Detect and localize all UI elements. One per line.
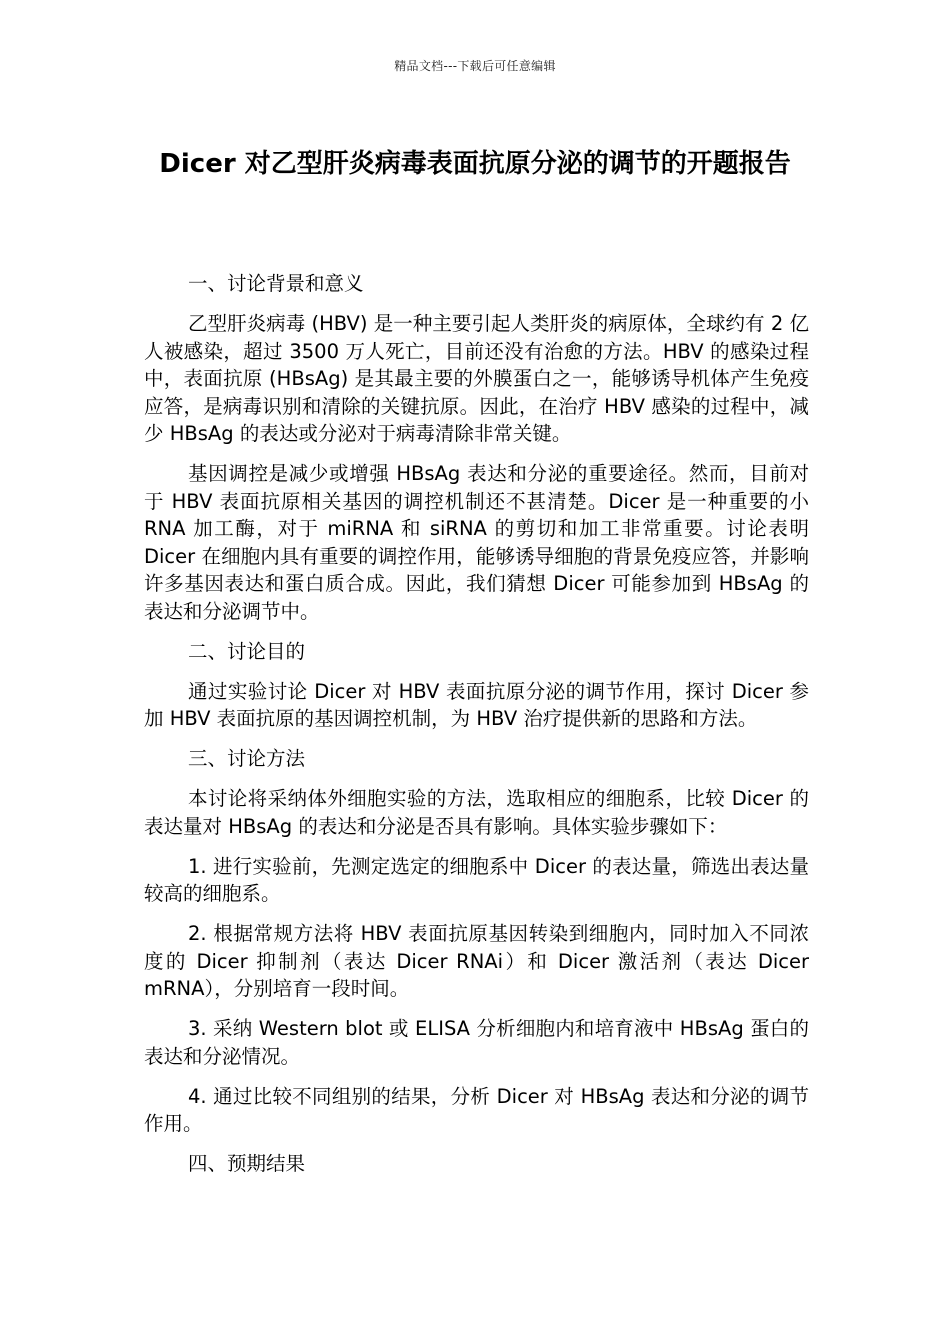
section-heading-purpose: 二、讨论目的 <box>188 639 306 663</box>
paragraph-gene-regulation: 基因调控是减少或增强 HBsAg 表达和分泌的重要途径。然而，目前对于 HBV 表面抗原相关基因的调控机制还不甚清楚。Dicer 是一种重要的小 RNA 加工酶，对于 miRNA 和 siRNA 的剪切和加工非常重要。讨论表明 Dicer 在细胞内具有重要的调控作用，能够诱导细胞的背景免疫应答，并影响许多基因表达和蛋白质合成。因此，我们猜想 Dicer 可能参加到 HBsAg 的表达和分泌调节中。 <box>144 462 809 623</box>
paragraph-hbv-intro: 乙型肝炎病毒 (HBV) 是一种主要引起人类肝炎的病原体，全球约有 2 亿人被感染，超过 3500 万人死亡，目前还没有治愈的方法。HBV 的感染过程中，表面抗原 (HBsAg) 是其最主要的外膜蛋白之一，能够诱导机体产生免疫应答，是病毒识别和清除的关键抗原。因此，在治疗 HBV 感染的过程中，减少 HBsAg 的表达或分泌对于病毒清除非常关键。 <box>144 312 809 445</box>
paragraph-purpose: 通过实验讨论 Dicer 对 HBV 表面抗原分泌的调节作用，探讨 Dicer 参加 HBV 表面抗原的基因调控机制，为 HBV 治疗提供新的思路和方法。 <box>144 679 809 730</box>
section-heading-expected-results: 四、预期结果 <box>188 1152 306 1175</box>
page-header: 精品文档---下载后可任意编辑 <box>394 59 556 73</box>
document-title: Dicer 对乙型肝炎病毒表面抗原分泌的调节的开题报告 <box>159 149 791 179</box>
section-heading-methods: 三、讨论方法 <box>188 747 306 770</box>
method-step-2: 2. 根据常规方法将 HBV 表面抗原基因转染到细胞内，同时加入不同浓度的 Dicer 抑制剂（表达 Dicer RNAi）和 Dicer 激活剂（表达 Dicer mRNA），分别培育一段时间。 <box>144 922 809 1000</box>
method-step-3: 3. 采纳 Western blot 或 ELISA 分析细胞内和培育液中 HBsAg 蛋白的表达和分泌情况。 <box>144 1017 809 1068</box>
section-heading-background: 一、讨论背景和意义 <box>188 272 364 295</box>
document-body <box>144 270 809 1190</box>
method-step-1: 1. 进行实验前，先测定选定的细胞系中 Dicer 的表达量，筛选出表达量较高的细胞系。 <box>144 854 809 905</box>
method-step-4: 4. 通过比较不同组别的结果，分析 Dicer 对 HBsAg 表达和分泌的调节作用。 <box>144 1084 809 1135</box>
paragraph-methods: 本讨论将采纳体外细胞实验的方法，选取相应的细胞系，比较 Dicer 的表达量对 HBsAg 的表达和分泌是否具有影响。具体实验步骤如下： <box>144 787 809 838</box>
